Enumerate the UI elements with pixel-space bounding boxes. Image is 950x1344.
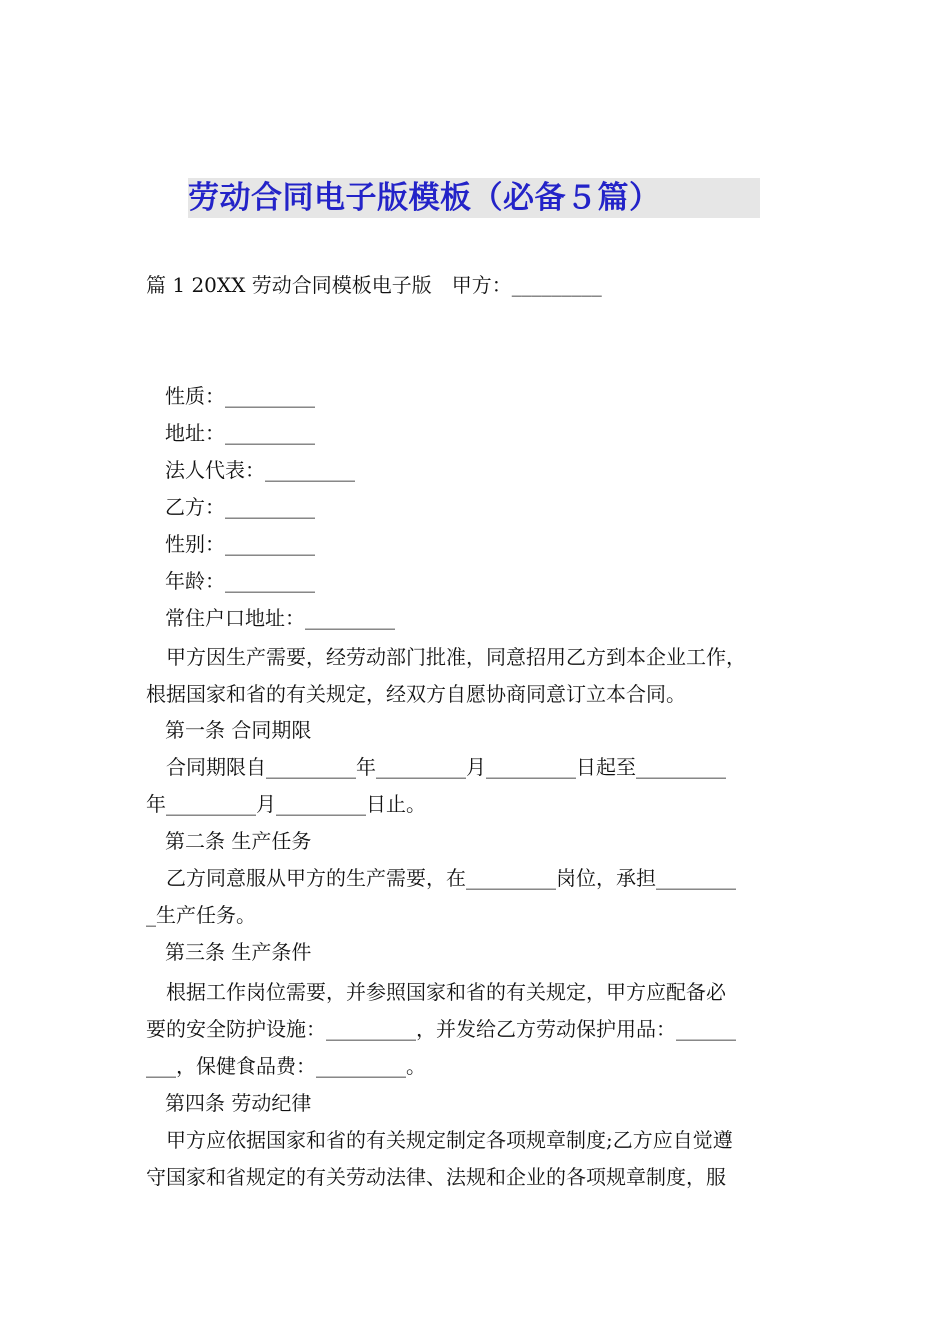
paragraph-line: 乙方同意服从甲方的生产需要，在_________岗位，承担________ xyxy=(146,866,736,890)
article-heading: 第一条 合同期限 xyxy=(165,718,312,742)
paragraph-line: 根据工作岗位需要，并参照国家和省的有关规定，甲方应配备必 xyxy=(146,980,726,1004)
field-party-b: 乙方：_________ xyxy=(165,495,315,519)
paragraph-line: 甲方因生产需要，经劳动部门批准，同意招用乙方到本企业工作， xyxy=(146,645,746,669)
paragraph-line: _生产任务。 xyxy=(146,903,256,927)
paragraph-line: 合同期限自_________年_________月_________日起至_________ xyxy=(146,755,726,779)
paragraph-line: 根据国家和省的有关规定，经双方自愿协商同意订立本合同。 xyxy=(146,682,686,706)
title-highlight xyxy=(188,178,760,218)
field-address: 地址：_________ xyxy=(165,421,315,445)
paragraph-line: 守国家和省规定的有关劳动法律、法规和企业的各项规章制度，服 xyxy=(146,1165,726,1189)
paragraph-line: ___，保健食品费：_________。 xyxy=(146,1054,426,1078)
field-legal-representative: 法人代表：_________ xyxy=(165,458,355,482)
field-nature: 性质：_________ xyxy=(165,384,315,408)
field-gender: 性别：_________ xyxy=(165,532,315,556)
paragraph-line: 甲方应依据国家和省的有关规定制定各项规章制度;乙方应自觉遵 xyxy=(146,1128,733,1152)
article-heading: 第三条 生产条件 xyxy=(165,940,312,964)
article-heading: 第四条 劳动纪律 xyxy=(165,1091,312,1115)
paragraph-line: 年_________月_________日止。 xyxy=(146,792,426,816)
section-subheading: 篇 1 20XX 劳动合同模板电子版 甲方：_________ xyxy=(146,273,602,297)
document-title: 劳动合同电子版模板（必备５篇） xyxy=(188,180,661,216)
article-heading: 第二条 生产任务 xyxy=(165,829,312,853)
paragraph-line: 要的安全防护设施：_________，并发给乙方劳动保护用品：______ xyxy=(146,1017,736,1041)
field-residence-address: 常住户口地址：_________ xyxy=(165,606,395,630)
field-age: 年龄：_________ xyxy=(165,569,315,593)
